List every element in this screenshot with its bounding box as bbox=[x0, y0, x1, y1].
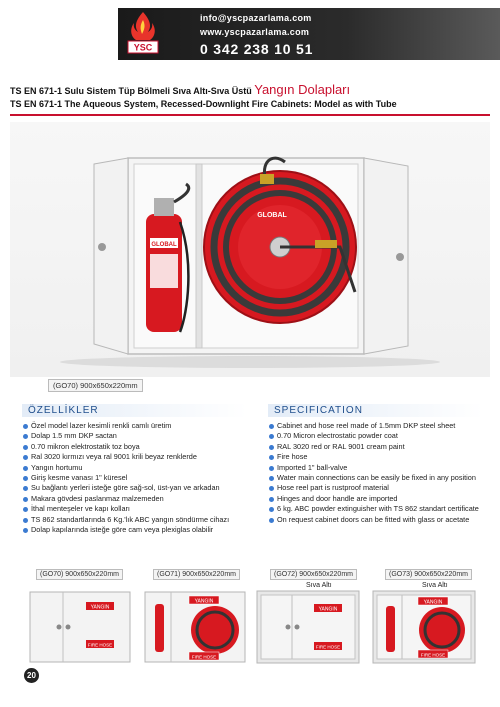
list-item: Fire hose bbox=[268, 452, 493, 462]
thumb-cabinet-go72 bbox=[256, 590, 360, 665]
thumb-cabinet-go73 bbox=[372, 590, 476, 665]
list-item: Dolap 1.5 mm DKP sactan bbox=[22, 431, 262, 441]
list-item: Hose reel part is rustproof material bbox=[268, 483, 493, 493]
thumb-caption-go70: (GO70) 900x650x220mm bbox=[36, 569, 123, 580]
list-item: Yangın hortumu bbox=[22, 463, 262, 473]
svg-text:GLOBAL: GLOBAL bbox=[257, 212, 287, 219]
thumb-sub-go72: Sıva Altı bbox=[306, 582, 332, 589]
list-item: Giriş kesme vanası 1" küresel bbox=[22, 473, 262, 483]
contact-email[interactable]: info@yscpazarlama.com bbox=[200, 13, 312, 23]
title-divider bbox=[10, 114, 490, 116]
list-item: Dolap kapılarında isteğe göre cam veya plexiglas olabilir bbox=[22, 525, 262, 535]
svg-text:FIRE HOSE: FIRE HOSE bbox=[87, 642, 113, 648]
list-item: Hinges and door handle are imported bbox=[268, 494, 493, 504]
features-en-heading: SPECIFICATION bbox=[268, 404, 483, 417]
title-turkish-accent: Yangın Dolapları bbox=[254, 82, 351, 97]
fire-cabinet-illustration bbox=[10, 122, 490, 377]
svg-text:FIRE HOSE: FIRE HOSE bbox=[191, 654, 217, 660]
svg-text:FIRE HOSE: FIRE HOSE bbox=[420, 652, 446, 658]
contact-website[interactable]: www.yscpazarlama.com bbox=[200, 27, 310, 37]
ysc-logo bbox=[122, 10, 164, 58]
thumb-cabinet-go71 bbox=[143, 590, 247, 665]
list-item: Ral 3020 kırmızı veya ral 9001 krili beyaz renklerde bbox=[22, 452, 262, 462]
list-item: 6 kg. ABC powder extinguisher with TS 862 standart certificate bbox=[268, 504, 493, 514]
contact-phone: 0 342 238 10 51 bbox=[200, 41, 314, 57]
features-tr-heading: ÖZELLİKLER bbox=[22, 404, 247, 417]
list-item: Makara gövdesi paslanmaz malzemeden bbox=[22, 494, 262, 504]
left-door-handle-icon bbox=[98, 243, 106, 251]
svg-text:GLOBAL: GLOBAL bbox=[151, 242, 177, 248]
list-item: İthal menteşeler ve kapı kolları bbox=[22, 504, 262, 514]
svg-text:FIRE HOSE: FIRE HOSE bbox=[315, 644, 341, 650]
list-item: RAL 3020 red or RAL 9001 cream paint bbox=[268, 442, 493, 452]
list-item: Özel model lazer kesimli renkli camlı üretim bbox=[22, 421, 262, 431]
logo-text: YSC bbox=[133, 42, 153, 53]
svg-text:YANGIN: YANGIN bbox=[423, 599, 443, 606]
thumb-cabinet-go70 bbox=[28, 590, 132, 665]
contact-info bbox=[200, 13, 313, 57]
list-item: On request cabinet doors can be fitted with glass or acetate bbox=[268, 515, 493, 525]
features-tr-list bbox=[22, 421, 262, 535]
title-english: TS EN 671-1 The Aqueous System, Recessed-Downlight Fire Cabinets: Model as with Tube bbox=[10, 99, 397, 109]
main-product-photo bbox=[10, 122, 490, 377]
list-item: Imported 1" ball-valve bbox=[268, 463, 493, 473]
list-item: TS 862 standartlarında 6 Kg.'lık ABC yangın söndürme cihazı bbox=[22, 515, 262, 525]
title-turkish-prefix: TS EN 671-1 Sulu Sistem Tüp Bölmeli Sıva Altı-Sıva Üstü bbox=[10, 86, 252, 96]
list-item: 0.70 Micron electrostatic powder coat bbox=[268, 431, 493, 441]
list-item: Su bağlantı yerleri isteğe göre sağ-sol, üst-yan ve arkadan bbox=[22, 483, 262, 493]
list-item: Water main connections can be easily be fixed in any position bbox=[268, 473, 493, 483]
thumb-sub-go73: Sıva Altı bbox=[422, 582, 448, 589]
svg-text:YANGIN: YANGIN bbox=[194, 598, 214, 605]
svg-text:YANGIN: YANGIN bbox=[318, 606, 338, 613]
list-item: 0.70 mikron elektrostatik toz boya bbox=[22, 442, 262, 452]
header bbox=[0, 0, 500, 68]
right-door-handle-icon bbox=[396, 253, 404, 261]
thumb-caption-go73: (GO73) 900x650x220mm bbox=[385, 569, 472, 580]
list-item: Cabinet and hose reel made of 1.5mm DKP steel sheet bbox=[268, 421, 493, 431]
svg-text:YANGIN: YANGIN bbox=[90, 604, 110, 611]
page-number: 20 bbox=[24, 668, 39, 683]
title-turkish bbox=[10, 82, 490, 97]
thumb-caption-go72: (GO72) 900x650x220mm bbox=[270, 569, 357, 580]
main-model-caption: (GO70) 900x650x220mm bbox=[48, 379, 143, 392]
thumb-caption-go71: (GO71) 900x650x220mm bbox=[153, 569, 240, 580]
features-en-list bbox=[268, 421, 493, 525]
page-title bbox=[10, 82, 490, 109]
